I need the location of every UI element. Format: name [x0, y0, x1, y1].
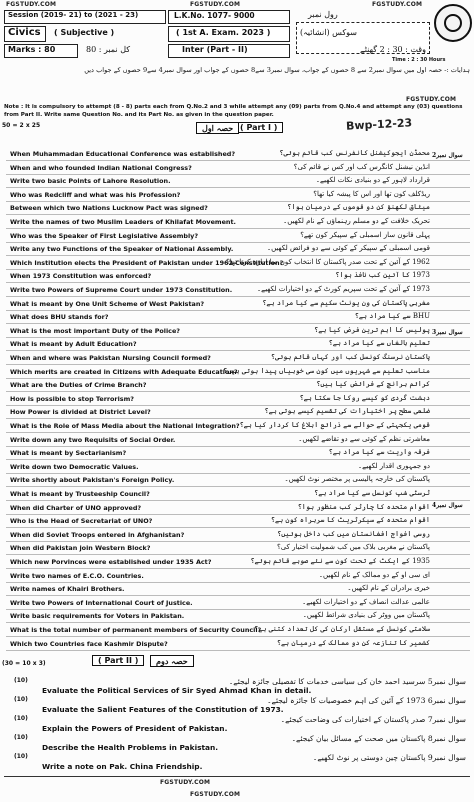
row-divider	[6, 242, 470, 243]
question-urdu: محمڈن ایجوکیشنل کانفرنس کب قائم ہوئی؟	[279, 149, 430, 157]
question-english: Write two Powers of International Court of Justice.	[10, 598, 193, 607]
watermark: FGSTUDY.COM	[160, 779, 211, 786]
question-english: What is meant by One Unit Scheme of West Pakistan?	[10, 299, 205, 308]
subject-urdu: سوکس (انشائیہ)	[300, 28, 357, 37]
long-question-urdu: سوال نمبر6 1973 کے آئین کی اہم خصوصیات کا جائزہ لیجئے۔	[267, 696, 466, 705]
question-english: Which new Porvinces were established under 1935 Act?	[10, 558, 212, 566]
question-urdu: پاکستان نرسنگ کونسل کب اور کہاں قائم ہوئی؟	[270, 353, 430, 361]
question-urdu: دہشت گردی کو کیسے روکا جا سکتا ہے؟	[299, 393, 430, 402]
question-urdu: 1962 کے آئین کے تحت صدر پاکستان کا انتخاب کون سا ادارہ کرتا تھا؟	[226, 257, 430, 266]
question-english: Write the names of two Muslim Leaders of Khilafat Movement.	[10, 218, 236, 226]
long-question-english: Evaluate the Political Services of Sir Syed Ahmad Khan in detail.	[42, 686, 312, 695]
subjective-label: ( Subjective )	[54, 28, 115, 37]
watermark: FGSTUDY.COM	[406, 96, 457, 103]
long-question-english: Write a note on Pak. China Friendship.	[42, 762, 203, 771]
row-divider	[6, 459, 470, 460]
question-urdu: قومی یکجہتی کے حوالے سے ذرائع ابلاغ کا کردار کیا ہے؟	[239, 421, 430, 429]
question-urdu: دو جمہوری اقدار لکھیے۔	[358, 461, 430, 470]
row-divider	[6, 323, 470, 324]
question-english: When and who founded Indian National Congress?	[10, 163, 192, 172]
question-english: Which two Countries face Kashmir Dispute?	[10, 639, 168, 648]
question-english: Write shortly about Pakistan's Foreign Policy.	[10, 476, 175, 485]
question-urdu: پاکستان میں ووٹر کی بنیادی شرائط لکھیں۔	[302, 611, 430, 620]
row-divider	[6, 554, 470, 555]
row-divider	[6, 378, 470, 379]
row-divider	[6, 500, 470, 501]
question-english: When did Charter of UNO approved?	[10, 503, 142, 512]
long-question-marks: (10)	[14, 696, 28, 703]
row-divider	[6, 473, 470, 474]
question-urdu: فرقہ واریت سے کیا مراد ہے؟	[328, 448, 430, 457]
question-urdu: خیری برادران کے نام لکھیں۔	[347, 584, 430, 593]
question-urdu: میثاق لکھنؤ کن دو قوموں کے درمیان ہوا؟	[287, 203, 430, 212]
question-english: How is possible to stop Terrorism?	[10, 394, 134, 403]
row-divider	[6, 486, 470, 487]
question-urdu: تعلیم بالغاں سے کیا مراد ہے؟	[328, 339, 430, 348]
question-english: What does BHU stands for?	[10, 313, 109, 322]
row-divider	[6, 214, 470, 215]
row-divider	[6, 541, 470, 542]
long-question-marks: (10)	[14, 753, 28, 760]
long-question-english: Evaluate the Salient Features of the Constitution of 1973.	[42, 705, 284, 714]
row-divider	[6, 187, 470, 188]
row-divider	[6, 582, 470, 583]
question-urdu: معاشرتی نظم کے کوئی سے دو تقاضے لکھیں۔	[298, 434, 430, 443]
board-logo-icon	[434, 4, 472, 42]
question-urdu: ریڈکلف کون تھا اور اس کا پیشہ کیا تھا؟	[313, 189, 430, 198]
question-english: When did Soviet Troops entered in Afghanistan?	[10, 530, 185, 539]
q3-label: سوال نمبر3	[432, 329, 463, 336]
row-divider	[6, 160, 470, 161]
row-divider	[6, 432, 470, 433]
lk-number: L.K.No. 1077- 9000	[174, 11, 255, 20]
q4-label: سوال نمبر4	[432, 502, 463, 509]
question-english: Which merits are created in Citizens with Adequate Education?	[10, 367, 238, 376]
question-urdu: ٹرسٹی شپ کونسل سے کیا مراد ہے؟	[314, 489, 430, 497]
question-english: When Muhammadan Educational Conference was established?	[10, 150, 236, 158]
question-urdu: اقوام متحدہ کے سیکرٹریٹ کا سربراہ کون ہے؟	[270, 516, 430, 525]
question-urdu: تحریک خلافت کے دو مسلم رہنماؤں کے نام لکھیں۔	[283, 217, 430, 225]
question-urdu: 1973 کے آئین کے تحت سپریم کورٹ کے دو اختیارات لکھیے۔	[256, 285, 430, 293]
question-urdu: پاکستان نے مغربی بلاک میں کب شمولیت اختیار کی؟	[277, 543, 430, 552]
marks-label: Marks : 80	[8, 45, 56, 54]
long-question-urdu: سوال نمبر5 سرسید احمد خان کی سیاسی خدمات کا تفصیلی جائزہ لیجئے۔	[228, 677, 466, 686]
question-urdu: انڈین نیشنل کانگرس کب اور کس نے قائم کی؟	[293, 162, 430, 171]
question-english: Write two basic Points of Lahore Resolution.	[10, 177, 171, 186]
question-english: Write two names of E.C.O. Countries.	[10, 571, 144, 580]
question-english: Who was the Speaker of First Legislative Assembly?	[10, 231, 199, 240]
question-urdu: پاکستان کی خارجہ پالیسی پر مختصر نوٹ لکھیں۔	[284, 475, 430, 484]
question-urdu: ای سی او کے دو ممالک کے نام لکھیں۔	[318, 570, 430, 579]
question-english: What is the Role of Mass Media about the National Integration?	[10, 422, 240, 430]
question-urdu: قرارداد لاہور کے دو بنیادی نکات لکھیے۔	[315, 176, 430, 185]
part2-label-urdu: حصہ دوم	[150, 655, 194, 667]
time-english: Time : 2 : 30 Hours	[392, 57, 446, 63]
question-urdu: قومی اسمبلی کے سپیکر کے کوئی سے دو فرائض لکھیں۔	[266, 244, 430, 253]
question-urdu: عالمی عدالت انصاف کے دو اختیارات لکھیے۔	[302, 597, 430, 606]
handwritten-stamp: Bwp-12-23	[345, 116, 413, 133]
row-divider	[6, 255, 470, 256]
long-question-marks: (10)	[14, 677, 28, 684]
part1-marks: 50 = 2 x 25	[2, 122, 41, 129]
row-divider	[6, 527, 470, 528]
question-urdu: کشمیر کا تنازعہ کن دو ممالک کے درمیان ہے؟	[276, 638, 430, 647]
subject-title: Civics	[8, 27, 41, 38]
question-english: What is meant by Sectarianism?	[10, 449, 127, 458]
question-urdu: پہلی قانون ساز اسمبلی کے سپیکر کون تھے؟	[300, 230, 430, 239]
row-divider	[6, 296, 470, 297]
long-question-marks: (10)	[14, 734, 28, 741]
question-english: Write down any two Requisits of Social Order.	[10, 435, 176, 444]
part1-label: ( Part I )	[234, 122, 283, 133]
long-question-urdu: سوال نمبر8 پاکستان میں صحت کے مسائل بیان کیجئے۔	[291, 734, 466, 743]
question-english: How Power is divided at District Level?	[10, 408, 151, 417]
row-divider	[6, 650, 470, 651]
row-divider	[6, 568, 470, 569]
bottom-divider	[4, 776, 470, 777]
row-divider	[6, 337, 470, 338]
question-urdu: مغربی پاکستان کی ون یونٹ سکیم سے کیا مراد ہے؟	[262, 298, 430, 307]
note-english: Note : It is compulsory to attempt (8 - 8) parts each from Q.No.2 and 3 while attempt any (09) parts from Q.No.4 and attempt any (03) questions from Part II. Write same Question No. and its Part No. as given in the question paper.	[4, 104, 463, 118]
watermark: FGSTUDY.COM	[372, 1, 423, 8]
question-urdu: روسی افواج افغانستان میں کب داخل ہوئیں؟	[277, 529, 430, 538]
row-divider	[6, 609, 470, 610]
question-english: What is the most important Duty of the Police?	[10, 326, 181, 335]
watermark: FGSTUDY.COM	[190, 791, 241, 798]
session-text: Session (2019- 21) to (2021 - 23)	[8, 11, 139, 19]
row-divider	[6, 269, 470, 270]
question-urdu: سلامتی کونسل کے مستقل ارکان کی کل تعداد کتنی ہے؟	[254, 625, 430, 633]
row-divider	[6, 310, 470, 311]
instructions-urdu: ہدایات :- حصہ اول میں سوال نمبر2 سے 8 حصوں کے جواب، سوال نمبر3 سے8 حصوں کے جواب اور سوال نمبر4 سے9 حصوں کے جواب دیں	[84, 66, 470, 74]
question-english: Write down two Democratic Values.	[10, 462, 139, 471]
row-divider	[6, 595, 470, 596]
row-divider	[6, 405, 470, 406]
row-divider	[6, 622, 470, 623]
question-english: When did Pakistan join Western Block?	[10, 544, 151, 553]
part2-label: ( Part II )	[92, 655, 144, 666]
question-english: What is meant by Trusteeship Council?	[10, 490, 150, 498]
question-urdu: 1973 کا آئین کب نافذ ہوا؟	[335, 271, 430, 280]
row-divider	[6, 364, 470, 365]
question-urdu: پولیس کا اہم ترین فرض کیا ہے؟	[314, 325, 430, 334]
question-english: Between which two Nations Lucknow Pact was signed?	[10, 204, 208, 213]
question-urdu: اقوام متحدہ کا چارٹر کب منظور ہوا؟	[297, 502, 430, 511]
row-divider	[6, 228, 470, 229]
row-divider	[6, 174, 470, 175]
row-divider	[6, 282, 470, 283]
long-question-urdu: سوال نمبر9 پاکستان چین دوستی پر نوٹ لکھیے۔	[312, 753, 466, 762]
question-english: Which Institution elects the President of Pakistan under 1962 Constitution?	[10, 258, 284, 267]
question-urdu: کرائم برانچ کے فرائض کیا ہیں؟	[316, 380, 430, 389]
question-english: Who is the Head of Secretariat of UNO?	[10, 517, 153, 526]
question-english: Write basic requirements for Voters in Pakistan.	[10, 612, 185, 621]
row-divider	[6, 350, 470, 351]
question-english: Write names of Khairi Brothers.	[10, 585, 125, 594]
watermark: FGSTUDY.COM	[6, 1, 57, 8]
row-divider	[6, 201, 470, 202]
question-urdu: 1935 کے ایکٹ کے تحت کون سے نئے صوبے قائم ہوئے؟	[250, 557, 430, 565]
question-english: What is the total number of permanent members of Security Council?	[10, 626, 262, 634]
question-english: When 1973 Constitution was enforced?	[10, 272, 152, 281]
question-english: Write two Powers of Supreme Court under 1973 Constitution.	[10, 286, 233, 294]
exam-label: ( 1st A. Exam. 2023 )	[176, 28, 271, 37]
part1-label-urdu: حصہ اول	[196, 122, 239, 134]
part2-marks: (30 = 10 x 3)	[2, 660, 46, 667]
question-english: Who was Redcliff and what was his Profession?	[10, 190, 181, 199]
time-urdu: وقت : 30 : 2 گھنٹے	[360, 45, 426, 54]
q2-label: سوال نمبر2	[432, 152, 463, 159]
question-urdu: مناسب تعلیم سے شہریوں میں کون سی خوبیاں پیدا ہوتی ہیں؟	[223, 366, 430, 375]
question-english: What is meant by Adult Education?	[10, 340, 137, 349]
question-english: Write any two Functions of the Speaker of National Assembly.	[10, 245, 234, 254]
long-question-english: Describe the Health Problems in Pakistan.	[42, 743, 219, 752]
long-question-english: Explain the Powers of President of Pakistan.	[42, 724, 228, 733]
marks-urdu: کل نمبر : 80	[86, 45, 131, 54]
question-urdu: ضلعی سطح پر اختیارات کی تقسیم کیسے ہوتی ہے؟	[264, 407, 430, 416]
row-divider	[6, 446, 470, 447]
long-question-marks: (10)	[14, 715, 28, 722]
row-divider	[6, 514, 470, 515]
row-divider	[6, 391, 470, 392]
question-english: When and where was Pakistan Nursing Council formed?	[10, 354, 211, 362]
inter-label: Inter (Part - II)	[182, 45, 248, 54]
roll-number-label: رول نمبر	[308, 10, 338, 19]
watermark: FGSTUDY.COM	[190, 1, 241, 8]
long-question-urdu: سوال نمبر7 صدر پاکستان کے اختیارات کی وضاحت کیجئے۔	[280, 715, 466, 724]
row-divider	[6, 418, 470, 419]
question-urdu: BHU سے کیا مراد ہے؟	[354, 312, 430, 321]
question-english: What are the Duties of Crime Branch?	[10, 381, 147, 390]
row-divider	[6, 636, 470, 637]
